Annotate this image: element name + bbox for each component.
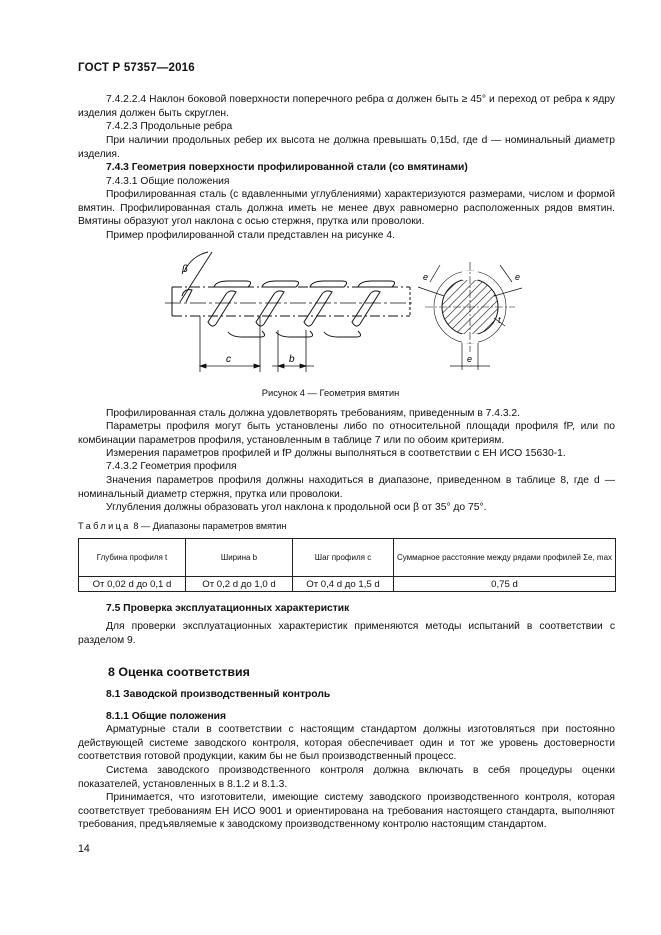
label-t: t <box>498 315 501 325</box>
para-control-system: Система заводского производственного контроля должна включать в себя процедуры оценки показателей, установленных в 8.1.2 и 8.1.3. <box>78 765 615 790</box>
para-angle: Углубления должны образовать угол наклона к продольной оси β от 35° до 75°. <box>106 502 487 513</box>
dimension-lines <box>200 316 314 372</box>
label-e-left: e <box>423 272 429 282</box>
header-width: Ширина b <box>186 539 293 577</box>
para-profile-values: Значения параметров профиля должны находиться в диапазоне, приведенном в таблице 8, где d — номинальный диаметр стержня, прутка или проволоки. <box>78 475 615 500</box>
label-e-bottom: e <box>467 354 473 364</box>
para-iso-9001: Принимается, что изготовители, имеющие систему заводского производственного контроля, которая соответствует требованиям ЕН ИСО 9001 и ориентирована на требования настоящего стандарта, выполняют требования, предъявляемые к заводскому производственному контролю настоящим стандартом. <box>78 792 615 831</box>
cell-depth: От 0,02 d до 0,1 d <box>79 577 186 592</box>
heading-7-5: 7.5 Проверка эксплуатационных характеристик <box>106 603 350 614</box>
para-rebar-manufacturing: Арматурные стали в соответствии с настоящим стандартом должны изготовляться при постоянно действующей системе заводского контроля, которая обеспечивает один и тот же уровень достоверности соответствия готовой продукции, каким бы не был производственный процесс. <box>78 724 615 763</box>
table-caption <box>78 521 286 531</box>
heading-8: 8 Оценка соответствия <box>108 665 250 679</box>
beta-angle-marker <box>180 252 212 302</box>
para-7-4-2-2-4: 7.4.2.2.4 Наклон боковой поверхности поперечного ребра α должен быть ≥ 45° и переход от ребра к ядру изделия должен быть скруглен. <box>78 94 615 119</box>
page-number: 14 <box>78 843 90 855</box>
label-b: b <box>289 354 295 365</box>
cell-total-distance: 0,75 d <box>394 577 616 592</box>
heading-8-1: 8.1 Заводской производственный контроль <box>106 689 331 700</box>
para-longitudinal-ribs: При наличии продольных ребер их высота не должна превышать 0,15d, где d — номинальный диаметр изделия. <box>78 135 615 160</box>
document-header: ГОСТ Р 57357—2016 <box>78 62 195 74</box>
para-requirements: Профилированная сталь должна удовлетворять требованиям, приведенным в 7.4.3.2. <box>106 408 521 419</box>
table-prefix: Таблица <box>78 521 131 531</box>
table-8 <box>78 538 616 592</box>
table-title: 8 — Диапазоны параметров вмятин <box>133 521 287 531</box>
label-c: c <box>226 354 231 365</box>
para-measurements: Измерения параметров профилей и fP должны выполняться в соответствии с ЕН ИСО 15630-1. <box>106 448 566 459</box>
bar-side-view <box>165 281 415 337</box>
cell-width: От 0,2 d до 1,0 d <box>186 577 293 592</box>
label-beta: β <box>182 264 188 275</box>
heading-8-1-1: 8.1.1 Общие положения <box>106 711 226 722</box>
para-7-4-2-3: 7.4.2.3 Продольные ребра <box>106 121 233 132</box>
cell-pitch: От 0,4 d до 1,5 d <box>293 577 394 592</box>
para-7-4-3-1: 7.4.3.1 Общие положения <box>106 176 230 187</box>
para-figure-ref: Пример профилированной стали представлен на рисунке 4. <box>106 230 395 241</box>
header-pitch: Шаг профиля c <box>293 539 394 577</box>
header-depth: Глубина профиля t <box>79 539 186 577</box>
table-row <box>79 577 616 592</box>
table-header-row <box>79 539 616 577</box>
para-profile-params: Параметры профиля могут быть установлены либо по относительной площади профиля fP, или по комбинации параметров профиля, установленным в таблице 7 или по обоим критериям. <box>78 421 615 446</box>
header-total-distance: Суммарное расстояние между рядами профилей Σe, max <box>394 539 616 577</box>
para-7-4-3-2: 7.4.3.2 Геометрия профиля <box>106 461 237 472</box>
figure-caption: Рисунок 4 — Геометрия вмятин <box>261 387 400 398</box>
heading-7-4-3: 7.4.3 Геометрия поверхности профилированной стали (со вмятинами) <box>106 162 468 173</box>
para-performance: Для проверки эксплуатационных характеристик применяются методы испытаний в соответствии с разделом 9. <box>78 621 615 646</box>
para-profiled-steel: Профилированная сталь (с вдавленными углублениями) характеризуются размерами, числом и формой вмятин. Профилированная сталь должна иметь не менее двух равномерно расположенных рядов вмятин. Вмятины образуют угол наклона с осью стержня, прутка или проволоки. <box>78 189 615 228</box>
label-e-right: e <box>515 272 521 282</box>
